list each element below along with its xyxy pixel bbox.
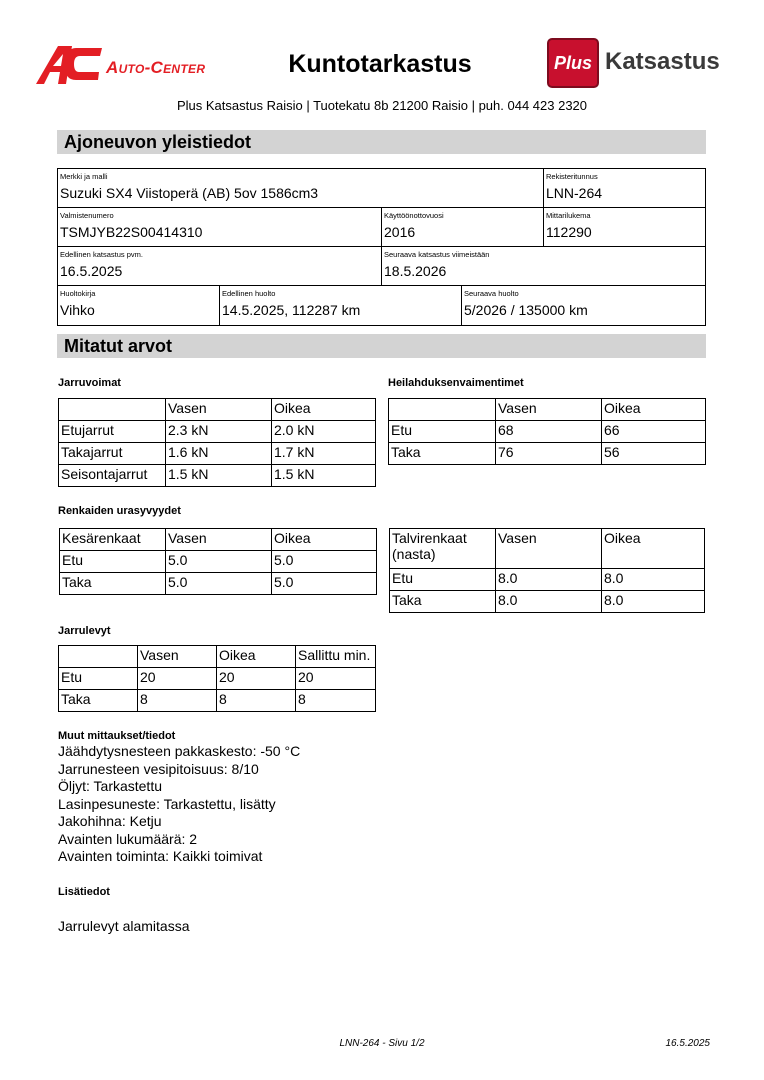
table-row: [59, 465, 376, 487]
service-book-cell: [57, 285, 220, 326]
table-cell: Taka: [59, 690, 138, 712]
table-row: [59, 443, 376, 465]
table-row: [60, 573, 377, 595]
footer-page-number: LNN-264 - Sivu 1/2: [339, 1038, 425, 1049]
table-cell: 8: [138, 690, 217, 712]
table-header-cell: Oikea: [217, 646, 296, 668]
table-cell: 76: [496, 443, 602, 465]
table-cell: 8.0: [496, 591, 602, 613]
next-inspection-cell: [381, 246, 706, 286]
table-row: [390, 569, 705, 591]
shock-absorbers-label: Heilahduksenvaimentimet: [388, 377, 524, 389]
list-item: Avainten toiminta: Kaikki toimivat: [58, 848, 263, 864]
table-row: [60, 551, 377, 573]
registration-value: LNN-264: [546, 185, 603, 201]
table-cell: 5.0: [166, 551, 272, 573]
table-row: [389, 421, 706, 443]
brake-discs-table: [58, 645, 376, 712]
registration-cell: [543, 168, 706, 208]
additional-info-text: Jarrulevyt alamitassa: [58, 918, 190, 934]
table-cell: Taka: [389, 443, 496, 465]
service-book-value: Vihko: [60, 302, 95, 318]
table-cell: 66: [602, 421, 706, 443]
table-header-cell: Vasen: [496, 529, 602, 569]
table-cell: 8: [217, 690, 296, 712]
table-cell: 8: [296, 690, 376, 712]
table-header-cell: Vasen: [166, 529, 272, 551]
table-header-cell: Sallittu min.: [296, 646, 376, 668]
vin-label: Valmistenumero: [60, 211, 114, 220]
table-header-cell: Vasen: [496, 399, 602, 421]
table-cell: Etu: [59, 668, 138, 690]
section-heading-general: Ajoneuvon yleistiedot: [57, 130, 706, 154]
vin-value: TSMJYB22S00414310: [60, 224, 203, 240]
odometer-label: Mittarilukema: [546, 211, 591, 220]
table-header-cell: Oikea: [602, 399, 706, 421]
table-row: [59, 668, 376, 690]
year-label: Käyttöönottovuosi: [384, 211, 444, 220]
table-cell: 8.0: [496, 569, 602, 591]
list-item: Jarrunesteen vesipitoisuus: 8/10: [58, 760, 259, 777]
previous-service-value: 14.5.2025, 112287 km: [222, 302, 361, 318]
list-item: Jakohihna: Ketju: [58, 813, 162, 829]
table-cell: 8.0: [602, 591, 705, 613]
table-cell: 56: [602, 443, 706, 465]
previous-service-label: Edellinen huolto: [222, 289, 276, 298]
next-service-cell: [461, 285, 706, 326]
list-item: Avainten lukumäärä: 2: [58, 830, 198, 847]
station-address: Plus Katsastus Raisio | Tuotekatu 8b 21200 Raisio | puh. 044 423 2320: [176, 98, 588, 113]
list-item: Jäähdytysnesteen pakkaskesto: -50 °C: [58, 743, 301, 759]
table-header-row: [59, 646, 376, 668]
previous-inspection-cell: [57, 246, 382, 286]
table-cell: 1.6 kN: [166, 443, 272, 465]
table-cell: 20: [217, 668, 296, 690]
table-cell: 1.5 kN: [166, 465, 272, 487]
brake-discs-label: Jarrulevyt: [58, 625, 111, 637]
table-header-cell: Talvirenkaat (nasta): [390, 529, 496, 569]
make-model-label: Merkki ja malli: [60, 172, 108, 181]
table-cell: 1.7 kN: [272, 443, 376, 465]
auto-center-ac-mark: [36, 44, 102, 84]
auto-center-logo: [36, 44, 226, 86]
tire-tread-label: Renkaiden urasyvyydet: [58, 505, 181, 517]
table-header-row: [59, 399, 376, 421]
winter-tires-table: [389, 528, 705, 613]
table-header-cell: [59, 646, 138, 668]
table-cell: 5.0: [272, 573, 377, 595]
next-inspection-value: 18.5.2026: [384, 263, 447, 279]
previous-service-cell: [219, 285, 462, 326]
table-cell: 2.0 kN: [272, 421, 376, 443]
make-model-cell: [57, 168, 544, 208]
odometer-cell: [543, 207, 706, 247]
registration-label: Rekisteritunnus: [546, 172, 598, 181]
table-header-cell: Vasen: [138, 646, 217, 668]
auto-center-wordmark: Auto-Center: [106, 58, 206, 77]
table-row: [59, 690, 376, 712]
table-header-cell: Vasen: [166, 399, 272, 421]
table-cell: 1.5 kN: [272, 465, 376, 487]
year-value: 2016: [384, 224, 416, 240]
vin-cell: [57, 207, 382, 247]
table-row: [59, 421, 376, 443]
next-service-label: Seuraava huolto: [464, 289, 519, 298]
table-cell: Takajarrut: [59, 443, 166, 465]
list-item: Öljyt: Tarkastettu: [58, 778, 163, 794]
table-header-cell: [389, 399, 496, 421]
previous-inspection-label: Edellinen katsastus pvm.: [60, 250, 143, 259]
table-header-cell: Oikea: [602, 529, 705, 569]
table-header-cell: Kesärenkaat: [60, 529, 166, 551]
document-title: Kuntotarkastus: [288, 50, 472, 78]
previous-inspection-value: 16.5.2025: [60, 263, 123, 279]
table-cell: 8.0: [602, 569, 705, 591]
table-cell: Etu: [389, 421, 496, 443]
table-cell: Taka: [60, 573, 166, 595]
table-header-cell: Oikea: [272, 399, 376, 421]
odometer-value: 112290: [546, 224, 592, 240]
shock-absorbers-table: [388, 398, 706, 465]
table-cell: Etu: [390, 569, 496, 591]
footer-date: 16.5.2025: [665, 1038, 710, 1049]
brake-forces-label: Jarruvoimat: [58, 377, 121, 389]
brake-forces-table: [58, 398, 376, 487]
table-header-row: [60, 529, 377, 551]
plus-badge: Plus: [547, 38, 599, 88]
table-cell: 20: [138, 668, 217, 690]
misc-measurements-list: [58, 743, 698, 866]
section-heading-measured: Mitatut arvot: [57, 334, 706, 358]
table-cell: Taka: [390, 591, 496, 613]
table-cell: 5.0: [272, 551, 377, 573]
summer-tires-table: [59, 528, 377, 595]
table-cell: Etujarrut: [59, 421, 166, 443]
make-model-value: Suzuki SX4 Viistoperä (AB) 5ov 1586cm3: [60, 185, 319, 201]
table-cell: 5.0: [166, 573, 272, 595]
table-cell: Seisontajarrut: [59, 465, 166, 487]
table-header-row: [390, 529, 705, 569]
next-service-value: 5/2026 / 135000 km: [464, 302, 588, 318]
table-header-cell: [59, 399, 166, 421]
katsastus-wordmark: Katsastus: [605, 48, 720, 75]
service-book-label: Huoltokirja: [60, 289, 96, 298]
misc-measurements-label: Muut mittaukset/tiedot: [58, 730, 176, 742]
table-row: [390, 591, 705, 613]
plus-katsastus-logo: [547, 38, 729, 88]
year-cell: [381, 207, 544, 247]
table-header-row: [389, 399, 706, 421]
table-cell: 68: [496, 421, 602, 443]
table-row: [389, 443, 706, 465]
table-cell: Etu: [60, 551, 166, 573]
table-cell: 20: [296, 668, 376, 690]
list-item: Lasinpesuneste: Tarkastettu, lisätty: [58, 795, 276, 812]
additional-info-label: Lisätiedot: [58, 886, 110, 898]
table-cell: 2.3 kN: [166, 421, 272, 443]
next-inspection-label: Seuraava katsastus viimeistään: [384, 250, 490, 259]
table-header-cell: Oikea: [272, 529, 377, 551]
